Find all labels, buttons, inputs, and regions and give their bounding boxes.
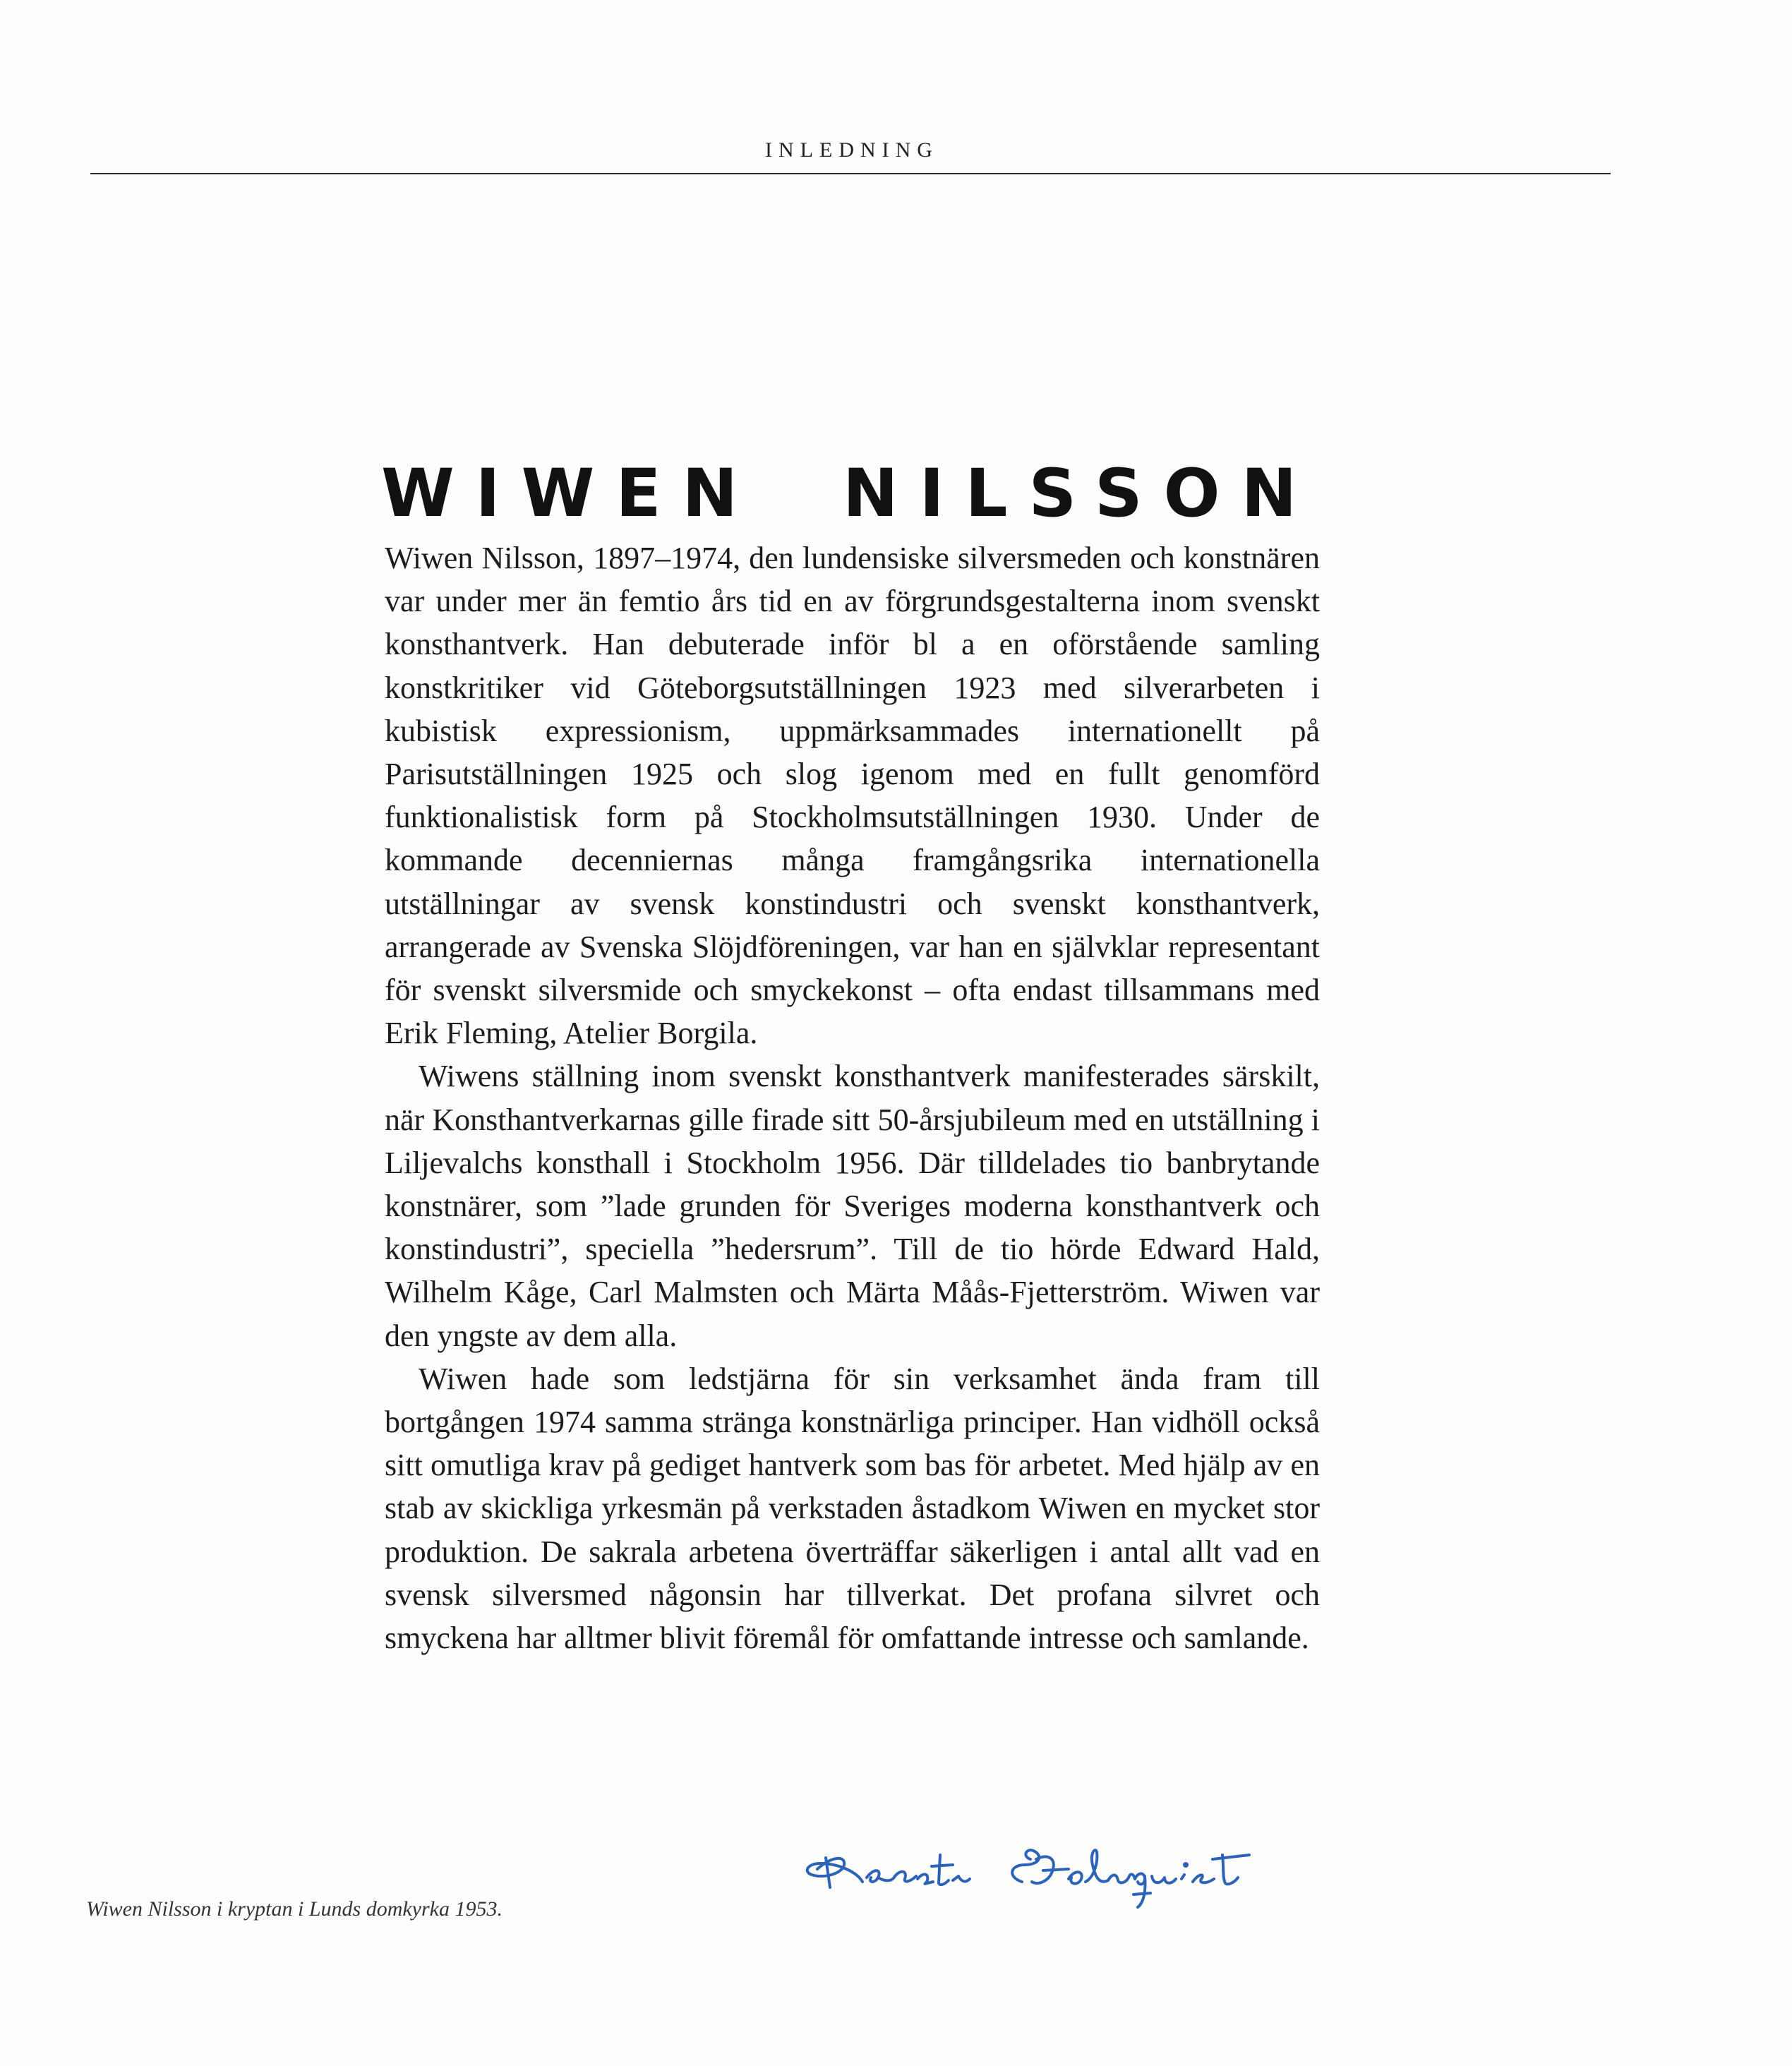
signature-image — [789, 1814, 1325, 1927]
header-rule — [90, 173, 1611, 174]
article-title: WIWEN NILSSON — [381, 455, 1318, 532]
running-head: INLEDNING — [765, 138, 939, 162]
paragraph-1: Wiwen Nilsson, 1897–1974, den lundensiske silversmeden och konstnären var under mer än femtio års tid en av förgrundsgestalterna inom svenskt konsthantverk. Han debuterade inför bl a en oförstående samling konstkritiker vid Göteborgsutställningen 1923 med silverarbeten i kubistisk expressionism, uppmärksammades internationellt på Parisutställningen 1925 och slog igenom med en fullt genomförd funktionalistisk form på Stockholmsutställningen 1930. Under de kommande decenniernas många framgångsrika internationella utställningar av svensk konstindustri och svenskt konsthantverk, arrangerade av Svenska Slöjdföreningen, var han en självklar representant för svenskt silversmide och smyckekonst – ofta endast tillsammans med Erik Fleming, Atelier Borgila. — [385, 541, 1320, 1051]
photo-caption: Wiwen Nilsson i kryptan i Lunds domkyrka 1953. — [86, 1897, 503, 1921]
paragraph-2: Wiwens ställning inom svenskt konsthantverk manifesterades särskilt, när Konsthantverkarnas gille firade sitt 50-årsjubileum med en utställning i Liljevalchs konsthall i Stockholm 1956. Där tilldelades tio banbrytande konstnärer, som ”lade grunden för Sveriges moderna konsthantverk och konstindustri”, speciella ”hedersrum”. Till de tio hörde Edward Hald, Wilhelm Kåge, Carl Malmsten och Märta Måås-Fjetterström. Wiwen var den yngste av dem alla. — [385, 1059, 1320, 1353]
article-body — [385, 536, 1320, 1659]
paragraph-3: Wiwen hade som ledstjärna för sin verksamhet ända fram till bortgången 1974 samma stränga konstnärliga principer. Han vidhöll också sitt omutliga krav på gediget hantverk som bas för arbetet. Med hjälp av en stab av skickliga yrkesmän på verkstaden åstadkom Wiwen en mycket stor produktion. De sakrala arbetena överträffar säkerligen i antal allt vad en svensk silversmed någonsin har tillverkat. Det profana silvret och smyckena har alltmer blivit föremål för omfattande intresse och samlande. — [385, 1361, 1320, 1656]
